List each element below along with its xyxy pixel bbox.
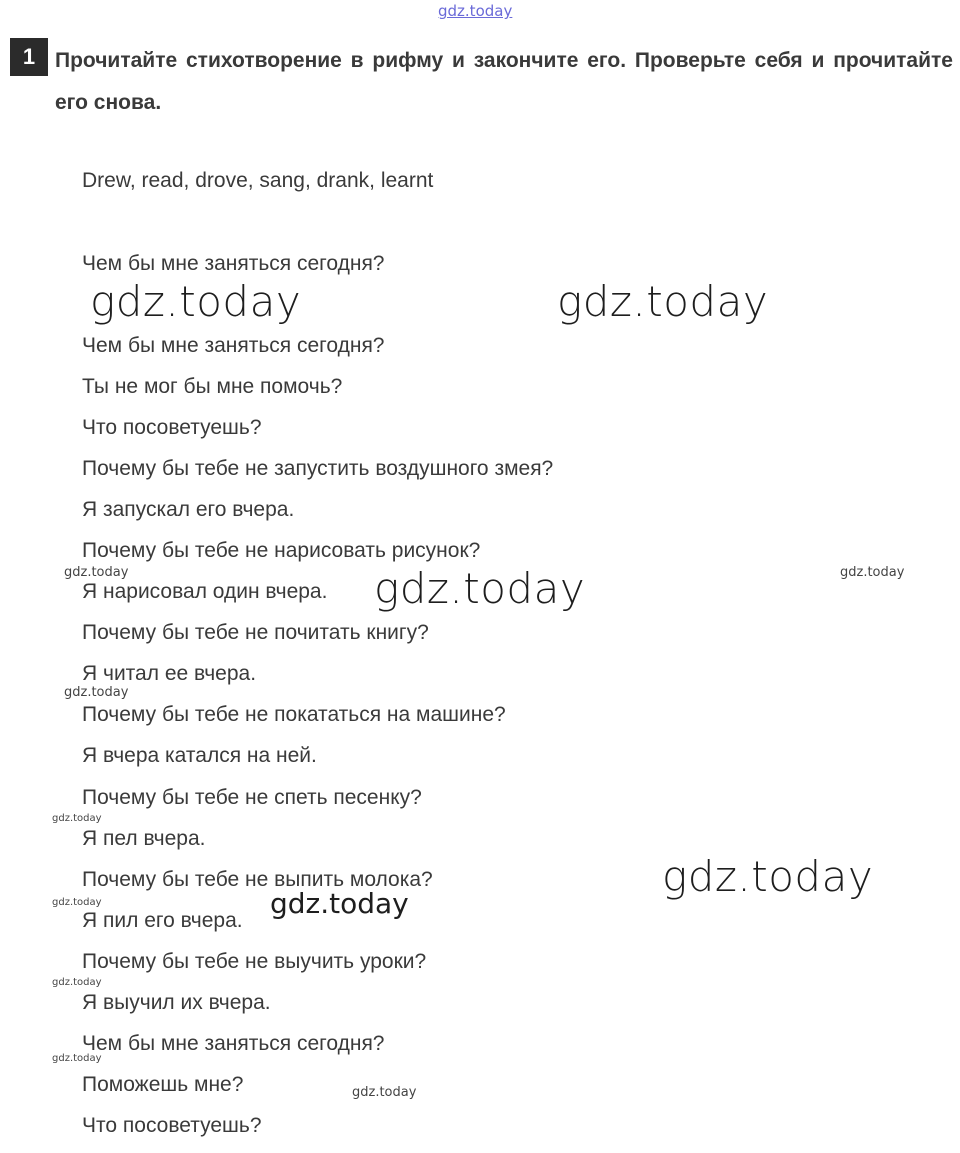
watermark-large: gdz.today (90, 277, 302, 326)
poem-line: Я вчера катался на ней. (82, 744, 317, 767)
poem-line: Почему бы тебе не запустить воздушного змея? (82, 457, 554, 480)
poem-line: Я нарисовал один вчера. (82, 580, 328, 603)
poem-line: Чем бы мне заняться сегодня? (82, 334, 385, 357)
poem-line: Почему бы тебе не выучить уроки? (82, 950, 427, 973)
poem-line: Почему бы тебе не покататься на машине? (82, 703, 506, 726)
watermark-small: gdz.today (52, 813, 102, 824)
poem-line: Почему бы тебе не выпить молока? (82, 868, 433, 891)
watermark-top[interactable]: gdz.today (438, 2, 513, 20)
watermark-large: gdz.today (557, 277, 769, 326)
watermark-small: gdz.today (352, 1085, 417, 1100)
watermark-small: gdz.today (64, 685, 129, 700)
watermark-small: gdz.today (52, 977, 102, 988)
watermark-small: gdz.today (64, 565, 129, 580)
poem-line: Ты не мог бы мне помочь? (82, 375, 343, 398)
poem-line: Что посоветуешь? (82, 416, 262, 439)
poem-line: Я читал ее вчера. (82, 662, 257, 685)
poem-line: Чем бы мне заняться сегодня? (82, 1032, 385, 1055)
watermark-small: gdz.today (840, 565, 905, 580)
poem-line: Чем бы мне заняться сегодня? (82, 252, 385, 275)
poem-line: Я выучил их вчера. (82, 991, 271, 1014)
poem-line: Поможешь мне? (82, 1073, 244, 1096)
poem-line: Почему бы тебе не нарисовать рисунок? (82, 539, 481, 562)
poem-line: Почему бы тебе не спеть песенку? (82, 786, 422, 809)
poem-line: Я запускал его вчера. (82, 498, 295, 521)
watermark-small: gdz.today (52, 1053, 102, 1064)
watermark-medium: gdz.today (270, 887, 409, 920)
task-number-badge: 1 (10, 38, 48, 76)
poem-line: Почему бы тебе не почитать книгу? (82, 621, 429, 644)
watermark-large: gdz.today (662, 852, 874, 901)
watermark-small: gdz.today (52, 897, 102, 908)
word-list: Drew, read, drove, sang, drank, learnt (82, 169, 434, 192)
poem-line: Я пил его вчера. (82, 909, 243, 932)
task-instruction: Прочитайте стихотворение в рифму и закончите его. Проверьте себя и прочитайте его снова. (55, 49, 953, 114)
poem-line: Я пел вчера. (82, 827, 206, 850)
poem-line: Что посоветуешь? (82, 1114, 262, 1137)
watermark-large: gdz.today (374, 564, 586, 613)
